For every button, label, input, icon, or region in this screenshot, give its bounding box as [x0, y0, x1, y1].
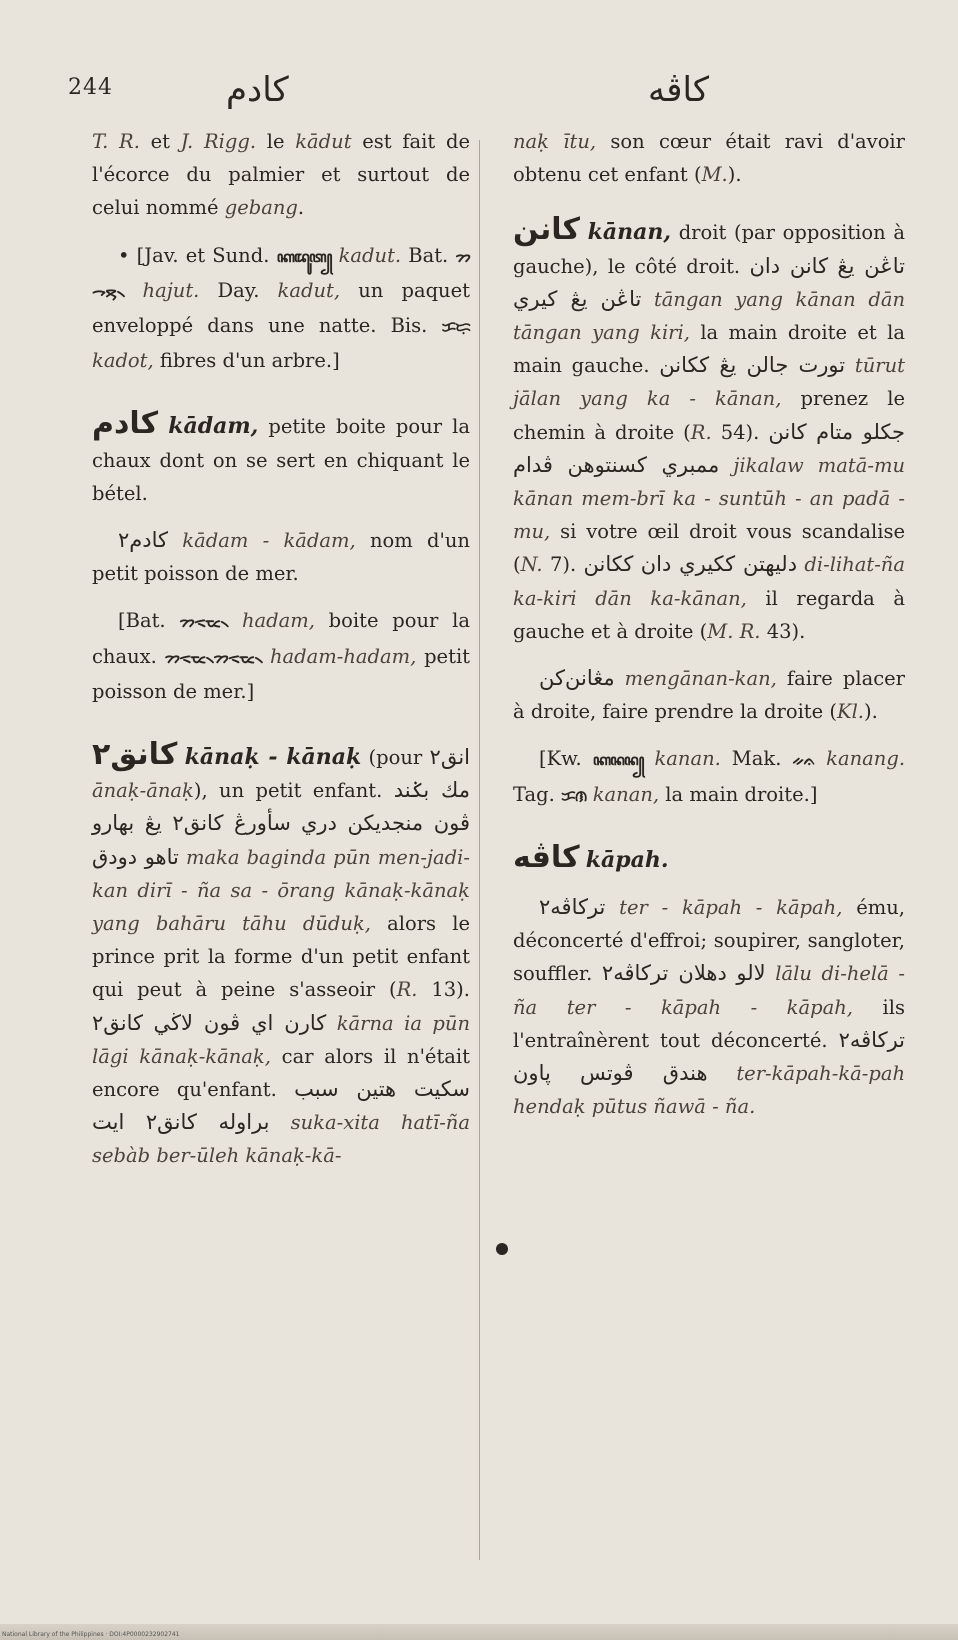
entry-kadut-cognates: • [Jav. et Sund. ꦏꦢꦸꦠ꧀ kadut. Bat. ᯂᯎᯮᯖ᯲ hajut. Day. kadut, un paquet enveloppé dans une natte. Bis. ᜃᜇᜓ kadot, fibres d'un arbre.] — [92, 243, 471, 373]
headword: kānan, — [587, 219, 672, 246]
entry-kanan: كانن kānan, droit (par opposition à gauche), le côté droit. تاڠن يڠ كانن دان تاڠن يڠ كيري tāngan yang kānan dān tāngan yang kiri, la main droite et la main gauche. تورت جالن يڠ ككانن tūrut jālan yang ka - kānan, prenez le chemin à droite (R. 54). جكلو متام كانن ممبري كسنتوهن ڤدام jikalaw matā-mu kānan mem-brī ka - suntūh - an padā - mu, si votre œil droit vous scandalise (N. 7). دليهتن ككيري دان ككانن di-lihat-ña ka-kiri dān ka-kānan, il regarda à gauche et à droite (M. R. 43). — [513, 212, 906, 643]
headword-arabic: كانن — [513, 212, 580, 248]
headword-arabic: كاڤه — [513, 839, 580, 875]
entry-kanan-cognates: [Kw. ꦏꦤꦤ꧀ kanan. Mak. ᨀᨊ kanang. Tag. ᜃᜈ kanan, la main droite.] — [513, 747, 906, 806]
entry-kapah — [513, 841, 905, 877]
entry-kadam-cognates: [Bat. ᯂᯑᯔ᯲ hadam, boite pour la chaux. ᯂᯑᯔ᯲ᯂᯑᯔ᯲ hadam-hadam, petit poisson de mer.] — [92, 609, 471, 703]
page-number: 244 — [68, 75, 113, 100]
margin-ink-mark — [496, 1243, 508, 1255]
makassar-script: ᨀᨊ — [792, 751, 816, 770]
left-column — [92, 125, 470, 1187]
batak-script: ᯂᯎᯮᯖ᯲ — [92, 247, 471, 301]
headword: kādam, — [168, 413, 259, 440]
entry-kadam-kadam: كادم٢ kādam - kādam, nom d'un petit poisson de mer. — [92, 528, 470, 586]
headword: kānaḳ - kānaḳ — [184, 744, 362, 771]
entry-kanak-kanak: كانق٢ kānaḳ - kānaḳ (pour انق٢ ānaḳ-ānaḳ), un petit enfant. مك بݢند ڤون منجديكن دري سأورڠ كانق٢ يڠ بهارو تاهو دودق maka baginda pūn men-jadi-kan dirī - ña sa - ōrang kānaḳ-kānaḳ yang bahāru tāhu dūduḳ, alors le prince prit la forme d'un petit enfant qui peut à peine s'asseoir (R. 13). كارن اي ڤون لاڬي كانق٢ kārna ia pūn lāgi kānaḳ-kānaḳ, car alors il n'était encore qu'enfant. سكيت هتين سبب براوله كانق٢ ايت suka-xita hatī-ña sebàb ber-ūleh kānaḳ-kā- — [92, 737, 471, 1168]
scan-footer: National Library of the Philippines · DOI:4P0000232902741 — [2, 1631, 180, 1638]
running-head-right: كاڤه — [648, 70, 710, 110]
entry-ter-kapah-kapah: ترکاڤه٢ ter - kāpah - kāpah, ému, déconcerté d'effroi; soupirer, sangloter, souffler. لالو دهلان ترکاڤه٢ lālu di-helā - ña ter - kāpah - kāpah, ils l'entraînèrent tout déconcerté. ترکاڤه٢ هندق ڤوتس ڽاون ter-kāpah-kā-pah hendaḳ pūtus ñawā - ña. — [513, 895, 906, 1119]
batak-script: ᯂᯑᯔ᯲ — [179, 613, 229, 632]
javanese-script: ꦏꦢꦸꦠ꧀ — [276, 247, 332, 266]
entry-menganankan: مڠانن‌كن mengānan-kan, faire placer à droite, faire prendre la droite (Kl.). — [513, 666, 906, 724]
bisaya-script: ᜃᜇᜓ — [441, 318, 470, 337]
entry-kanak-continued: naḳ ītu, son cœur était ravi d'avoir obtenu cet enfant (M.). — [513, 130, 905, 187]
entry-kadut-note: T. R. et J. Rigg. le kādut est fait de l'écorce du palmier et surtout de celui nommé gebang. — [92, 130, 470, 220]
javanese-script: ꦏꦤꦤ꧀ — [592, 751, 644, 770]
batak-script: ᯂᯑᯔ᯲ᯂᯑᯔ᯲ — [164, 648, 263, 667]
running-head-left: كادم — [226, 70, 289, 110]
headword: kāpah. — [585, 846, 669, 873]
entry-kadam: كادم kādam, petite boite pour la chaux dont on se sert en chiquant le bétel. — [92, 406, 470, 505]
right-column — [513, 125, 905, 1137]
headword-arabic: كانق٢ — [92, 737, 178, 773]
column-divider — [479, 140, 480, 1560]
tagalog-script: ᜃᜈ — [561, 786, 587, 805]
headword-arabic: كادم — [92, 406, 159, 442]
